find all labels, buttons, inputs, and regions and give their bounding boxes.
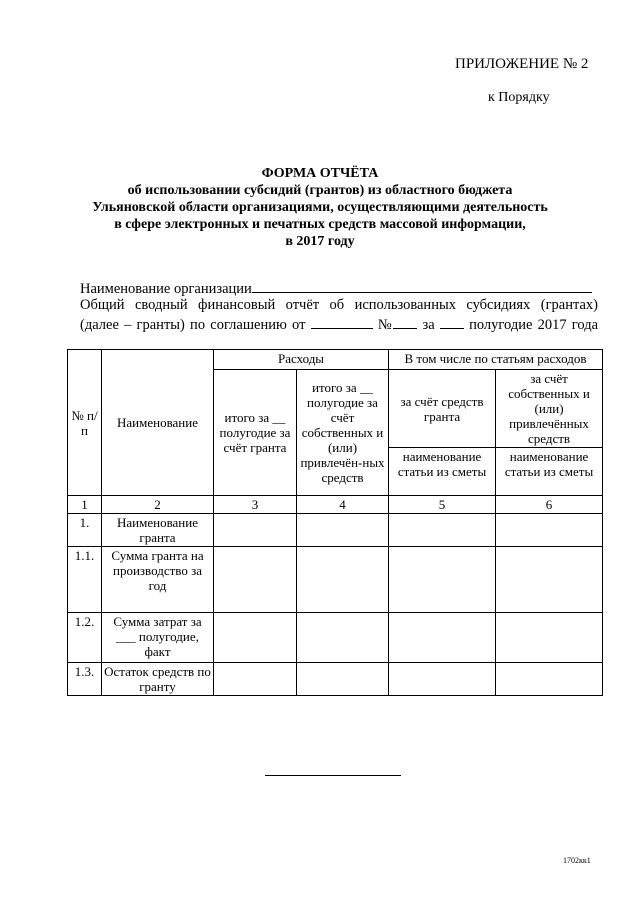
header-own-funds: за счёт собственных и (или) привлечённых средств [496,370,603,448]
column-number: 2 [102,496,214,514]
header-total-grant: итого за __ полугодие за счёт гранта [214,370,297,496]
column-number: 1 [68,496,102,514]
row-name: Остаток средств по гранту [102,663,214,696]
form-title [0,165,640,250]
table-cell[interactable] [297,514,389,547]
report-line-1: Общий сводный финансовый отчёт об использованных субсидиях (грантах) [80,297,598,313]
report-period-label: за [422,317,435,333]
row-name: Сумма гранта на производство за год [102,547,214,613]
report-number-label: № [377,317,394,333]
header-including: В том числе по статьям расходов [389,350,603,370]
title-line-2: Ульяновской области организациями, осуществляющими деятельность [92,200,548,215]
table-cell[interactable] [214,514,297,547]
report-table [67,349,603,696]
order-reference: к Порядку [488,90,550,105]
table-cell[interactable] [389,547,496,613]
row-name: Сумма затрат за ___ полугодие, факт [102,613,214,663]
signature-line [265,775,401,776]
column-number: 6 [496,496,603,514]
report-agreement-label: (далее – гранты) по соглашению от [80,317,306,333]
header-item-name-6: наименование статьи из сметы [496,448,603,496]
row-number: 1. [68,514,102,547]
table-cell[interactable] [496,547,603,613]
organization-blank[interactable] [252,280,592,293]
appendix-number: ПРИЛОЖЕНИЕ № 2 [455,56,589,72]
title-main: ФОРМА ОТЧЁТА [261,166,379,181]
table-cell[interactable] [214,663,297,696]
column-number: 5 [389,496,496,514]
row-number: 1.2. [68,613,102,663]
row-number: 1.1. [68,547,102,613]
title-line-3: в сфере электронных и печатных средств массовой информации, [114,217,526,232]
table-row [68,663,603,696]
table-cell[interactable] [297,547,389,613]
column-number: 3 [214,496,297,514]
agreement-date-blank[interactable] [311,316,373,329]
organization-line [80,280,592,298]
table-cell[interactable] [496,613,603,663]
table-cell[interactable] [389,514,496,547]
document-code: 1702кк1 [563,856,591,865]
table-row [68,613,603,663]
organization-label: Наименование организации [80,281,252,297]
half-year-blank[interactable] [440,316,464,329]
table-cell[interactable] [389,613,496,663]
title-line-4: в 2017 году [285,234,355,249]
title-line-1: об использовании субсидий (грантов) из областного бюджета [127,183,513,198]
table-cell[interactable] [389,663,496,696]
header-expenses: Расходы [214,350,389,370]
column-number: 4 [297,496,389,514]
header-total-own: итого за __ полугодие за счёт собственных и (или) привлечён-ных средств [297,370,389,496]
header-item-name-5: наименование статьи из сметы [389,448,496,496]
header-number: № п/п [68,350,102,496]
header-name: Наименование [102,350,214,496]
table-cell[interactable] [496,514,603,547]
header-grant-funds: за счёт средств гранта [389,370,496,448]
table-row [68,547,603,613]
table-cell[interactable] [297,663,389,696]
table-row [68,514,603,547]
row-name: Наименование гранта [102,514,214,547]
table-cell[interactable] [214,547,297,613]
report-line-2 [80,316,598,334]
table-cell[interactable] [214,613,297,663]
report-half-year-label: полугодие 2017 года [469,317,599,333]
table-cell[interactable] [496,663,603,696]
agreement-number-blank[interactable] [393,316,417,329]
row-number: 1.3. [68,663,102,696]
table-cell[interactable] [297,613,389,663]
